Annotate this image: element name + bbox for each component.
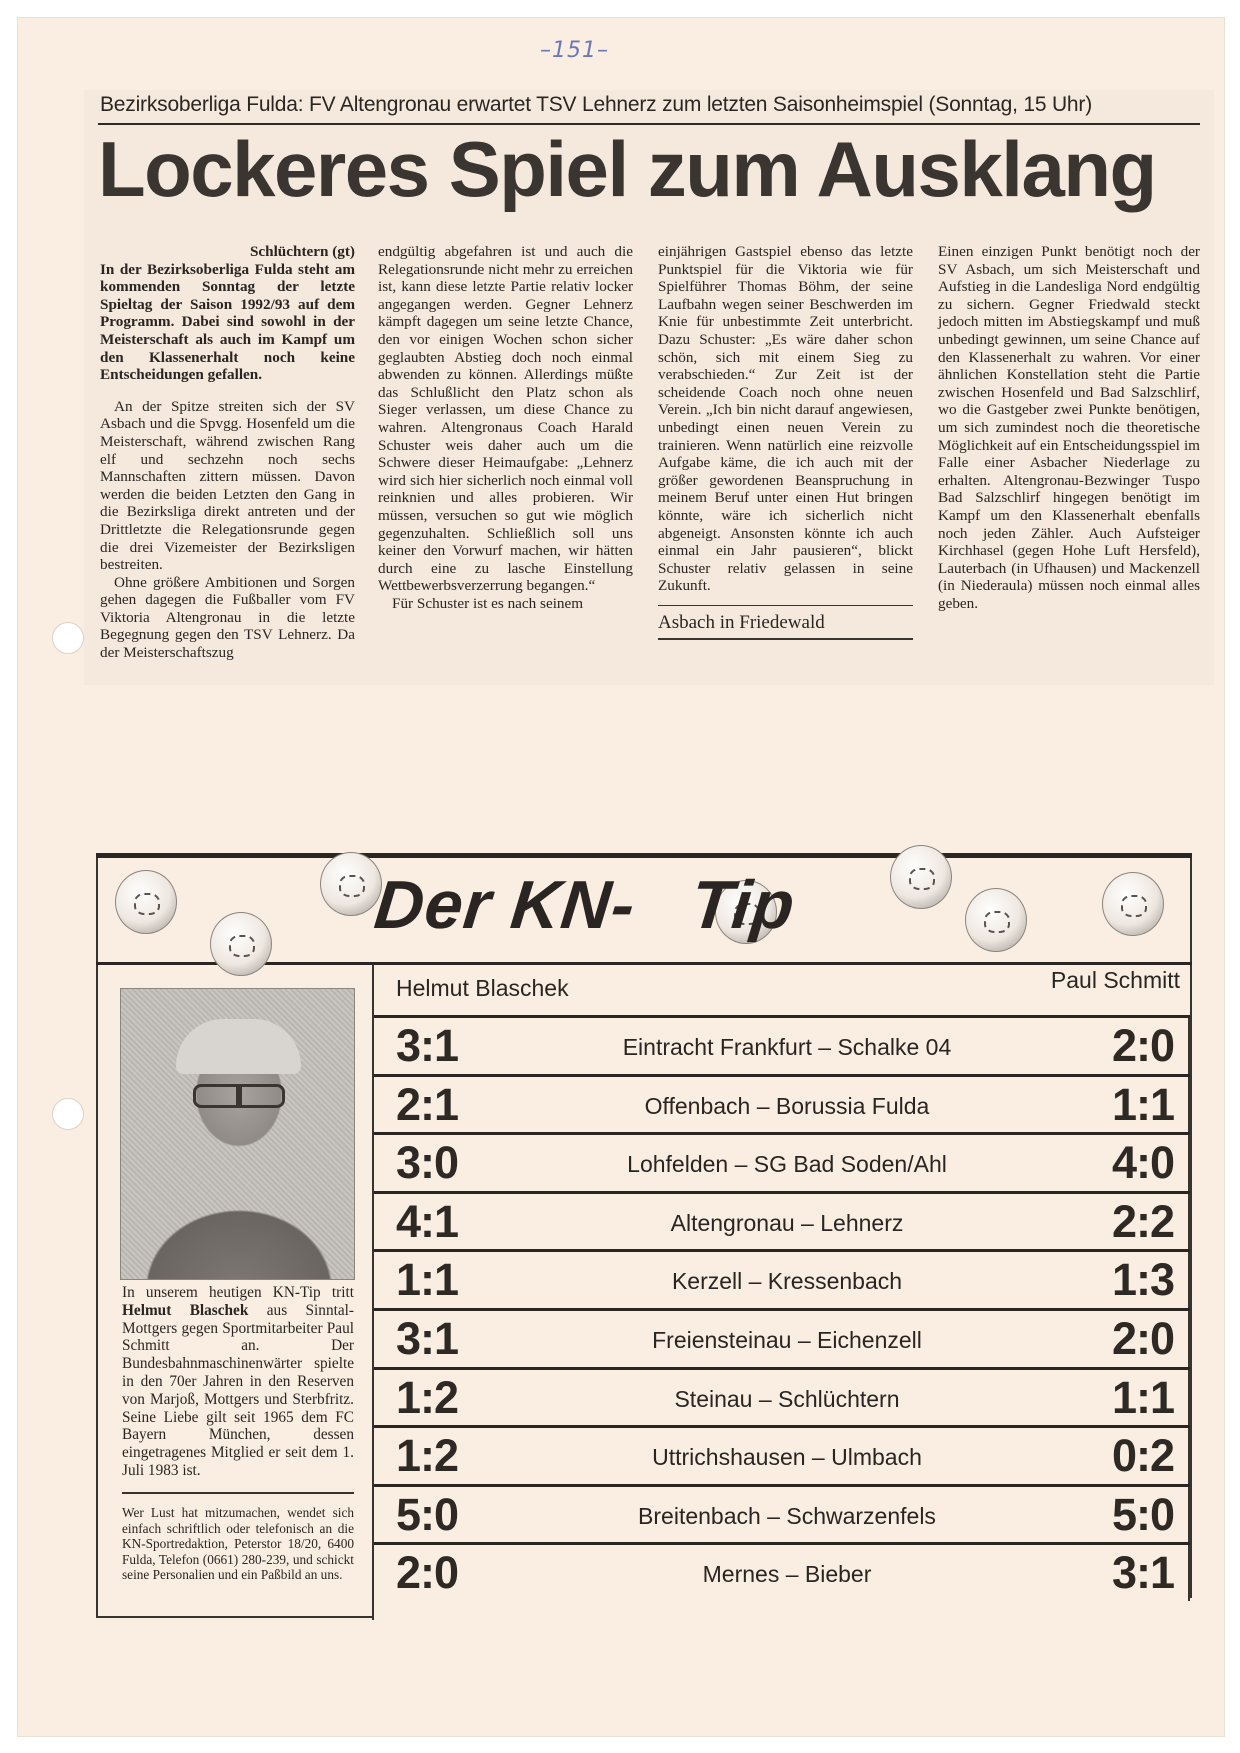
tip-right-score: 2:2 — [1111, 1195, 1174, 1247]
tip-left-score: 5:0 — [396, 1488, 459, 1540]
tip-left-score: 2:1 — [396, 1078, 459, 1130]
tip-right-score: 1:1 — [1111, 1371, 1174, 1423]
match-row — [374, 1425, 1190, 1484]
match-row — [374, 1132, 1190, 1191]
tip-left-score: 3:0 — [396, 1137, 459, 1189]
portrait-photo — [120, 988, 355, 1280]
handwritten-page-number: –151– — [540, 38, 609, 63]
bio-rule — [122, 1492, 354, 1494]
tip-right-score: 0:2 — [1111, 1430, 1174, 1482]
match-row — [374, 1074, 1190, 1133]
tip-right-score: 4:0 — [1111, 1137, 1174, 1189]
tip-left-score: 2:0 — [396, 1547, 459, 1599]
match-pairing: Steinau – Schlüchtern — [674, 1385, 900, 1412]
player-left-name: Helmut Blaschek — [396, 975, 569, 1001]
dateline: Schlüchtern (gt) — [249, 243, 355, 260]
football-icon — [890, 845, 952, 909]
tip-right-score: 3:1 — [1111, 1547, 1174, 1599]
match-row — [374, 1015, 1190, 1074]
match-pairing: Eintracht Frankfurt – Schalke 04 — [622, 1034, 952, 1060]
punch-hole-bottom — [52, 1098, 84, 1130]
tip-border — [96, 1616, 374, 1618]
subhead-rule — [658, 605, 913, 607]
row-border — [1188, 1077, 1190, 1133]
tip-left-score: 1:2 — [396, 1430, 459, 1482]
glasses — [193, 1084, 285, 1108]
match-pairing: Breitenbach – Schwarzenfels — [638, 1502, 936, 1529]
tip-top-rule — [96, 853, 1192, 858]
match-pairing: Altengronau – Lehnerz — [670, 1209, 904, 1236]
bio-text: aus Sinntal-Mottgers gegen Sportmitarbeiter Paul Schmitt an. Der Bundesbahnmaschinenwärter spielte in den 70er Jahren in den Reserven von Marjoß, Mottgers und Sterbfritz. Seine Liebe gilt seit 1965 dem FC Bayern München, dessen eingetragenes Mitglied er seit dem 1. Juli 1983 ist. — [122, 1301, 354, 1479]
bio-name: Helmut Blaschek — [122, 1301, 249, 1319]
paragraph: endgültig abgefahren ist und auch die Relegationsrunde nicht mehr zu erreichen ist, kann diese letzte Partie relativ locker angegangen werden. Gegner Lehnerz kämpft dagegen um seine letzte Chance, den vor einigen Wochen schon sicher geglaubten Abstieg doch noch einmal abwenden zu können. Allerdings müßte das Schlußlicht den Platz schon als Sieger verlassen, um diese Chance zu wahren. Altengronaus Coach Harald Schuster weis daher auch um die Schwere dieser Heimaufgabe: „Lehnerz wird sich hier sicherlich noch einmal voll reinknien und alles probieren. Wir müssen, versuchen so gut wie möglich gegenzuhalten. Schließlich soll uns keiner den Vorwurf machen, wir hätten durch eine zu lasche Einstellung Wettbewerbsverzerrung begangen.“ — [378, 243, 633, 595]
article-column-3 — [658, 243, 913, 640]
article-kicker: Bezirksoberliga Fulda: FV Altengronau erwartet TSV Lehnerz zum letzten Saisonheimspiel (Sonntag, 15 Uhr) — [100, 93, 1092, 116]
player-right-name: Paul Schmitt — [1050, 967, 1180, 993]
match-table — [374, 1015, 1190, 1601]
row-border — [1188, 1545, 1190, 1601]
article-headline: Lockeres Spiel zum Ausklang — [98, 125, 1156, 213]
subhead-rule — [658, 638, 913, 640]
tip-right-score: 5:0 — [1111, 1488, 1174, 1540]
tip-left-score: 1:1 — [396, 1254, 459, 1306]
punch-hole-top — [52, 622, 84, 654]
football-icon — [115, 870, 177, 934]
article-subhead: Asbach in Friedewald — [658, 612, 825, 634]
match-row — [374, 1542, 1190, 1601]
row-border — [1188, 1487, 1190, 1543]
tip-left-score: 1:2 — [396, 1371, 459, 1423]
football-icon — [965, 888, 1027, 952]
tip-title — [371, 866, 799, 944]
paragraph: Ohne größere Ambitionen und Sorgen gehen dagegen die Fußballer vom FV Viktoria Altengronau in die letzte Begegnung gegen den TSV Lehnerz. Da der Meisterschaftszug — [100, 573, 355, 662]
match-row — [374, 1191, 1190, 1250]
row-border — [1188, 1252, 1190, 1308]
paragraph: einjährigen Gastspiel ebenso das letzte Punktspiel für die Viktoria wie für Spielführer Thomas Böhm, der seine Laufbahn wegen seiner Beschwerden im Knie für unbestimmte Zeit unterbricht. Dazu Schuster: „Es wäre daher schon schön, sich mit einem Sieg zu verabschieden.“ Zur Zeit ist der scheidende Coach noch ohne neuen Verein. „Ich bin nicht darauf angewiesen, unbedingt einen neuen Verein zu trainieren. Wenn natürlich eine reizvolle Aufgabe käme, die ich auch mit der größer gewordenen Beanspruchung in meinem Beruf unter einen Hut bringen könnte, wäre ich sicherlich nicht abgeneigt. Ansonsten könnte ich auch einmal ein Jahr pausieren“, blickt Schuster relativ gelassen in seine Zukunft. — [658, 243, 913, 595]
tip-left-score: 3:1 — [396, 1312, 459, 1364]
tipster-bio — [122, 1284, 354, 1480]
match-pairing: Offenbach – Borussia Fulda — [644, 1092, 930, 1119]
match-pairing: Lohfelden – SG Bad Soden/Ahl — [627, 1151, 947, 1178]
tip-title-part1: Der KN- — [371, 867, 640, 943]
match-row — [374, 1367, 1190, 1426]
contact-info: Wer Lust hat mitzumachen, wendet sich einfach schriftlich oder telefonisch an die KN-Sportredaktion, Peterstor 18/20, 6400 Fulda, Telefon (0661) 280-239, und schickt seine Personalien und ein Paßbild an uns. — [122, 1505, 354, 1583]
tip-border — [96, 858, 98, 1618]
paragraph: An der Spitze streiten sich der SV Asbach und die Spvgg. Hosenfeld um die Meisterschaft, während zwischen Rang elf und sechzehn noch sechs Mannschaften zittern müssen. Davon werden die beiden Letzten den Gang in die Bezirksliga direkt antreten und der Drittletzte die Relegationsrunde gegen die drei Vizemeister der Bezirksligen bestreiten. — [100, 397, 355, 574]
match-pairing: Kerzell – Kressenbach — [671, 1268, 903, 1295]
match-row — [374, 1308, 1190, 1367]
tip-right-score: 1:3 — [1111, 1254, 1174, 1306]
row-border — [1188, 1311, 1190, 1367]
row-border — [1188, 1370, 1190, 1426]
article-column-1 — [100, 243, 355, 662]
tip-right-score: 2:0 — [1111, 1020, 1174, 1071]
article-lead: In der Bezirksoberliga Fulda steht am kommenden Sonntag der letzte Spieltag der Saison 1992/93 auf dem Programm. Dabei sind sowohl in der Meisterschaft als auch im Kampf um den Klassenerhalt noch keine Entscheidungen gefallen. — [100, 260, 355, 384]
paragraph: Für Schuster ist es nach seinem — [392, 594, 584, 612]
match-row — [374, 1249, 1190, 1308]
match-pairing: Mernes – Bieber — [702, 1561, 872, 1588]
row-border — [1188, 1135, 1190, 1191]
article-column-4 — [938, 243, 1200, 612]
tip-right-score: 1:1 — [1111, 1078, 1174, 1130]
row-border — [1188, 1428, 1190, 1484]
tip-border — [1190, 858, 1192, 1598]
match-row — [374, 1484, 1190, 1543]
football-icon — [320, 852, 382, 916]
bio-text: In unserem heutigen KN-Tip tritt — [122, 1284, 354, 1301]
tip-left-score: 4:1 — [396, 1195, 459, 1247]
row-border — [1188, 1018, 1190, 1074]
tip-title-part2: Tip — [687, 867, 799, 943]
football-icon — [210, 912, 272, 976]
paragraph: Einen einzigen Punkt benötigt noch der SV Asbach, um sich Meisterschaft und Aufstieg in die Landesliga Nord endgültig zu sichern. Gegner Friedwald steckt jedoch mitten im Abstiegskampf und muß unbedingt gewinnen, um seine Chance auf den Klassenerhalt zu wahren. Vor einer ähnlichen Konstellation steht die Partie zwischen Hosenfeld und Bad Salzschlirf, wo die Gastgeber zwei Punkte benötigen, um sich zumindest noch die theoretische Möglichkeit auf ein Entscheidungsspiel im Falle einer Asbacher Niederlage zu erhalten. Altengronau-Bezwinger Tuspo Bad Salzschlirf hingegen benötigt im Kampf um den Klassenerhalt ebenfalls noch jeden Zähler. Auch Aufsteiger Kirchhasel (gegen Hohe Luft Hersfeld), Lauterbach (in Ufhausen) und Mackenzell (in Niederaula) müssen noch einmal alles geben. — [938, 243, 1200, 612]
match-pairing: Freiensteinau – Eichenzell — [652, 1326, 922, 1353]
tip-left-score: 3:1 — [396, 1020, 459, 1071]
football-icon — [1102, 872, 1164, 936]
tip-right-score: 2:0 — [1111, 1312, 1174, 1364]
article-column-2 — [378, 243, 633, 612]
match-pairing: Uttrichshausen – Ulmbach — [652, 1444, 922, 1471]
row-border — [1188, 1194, 1190, 1250]
